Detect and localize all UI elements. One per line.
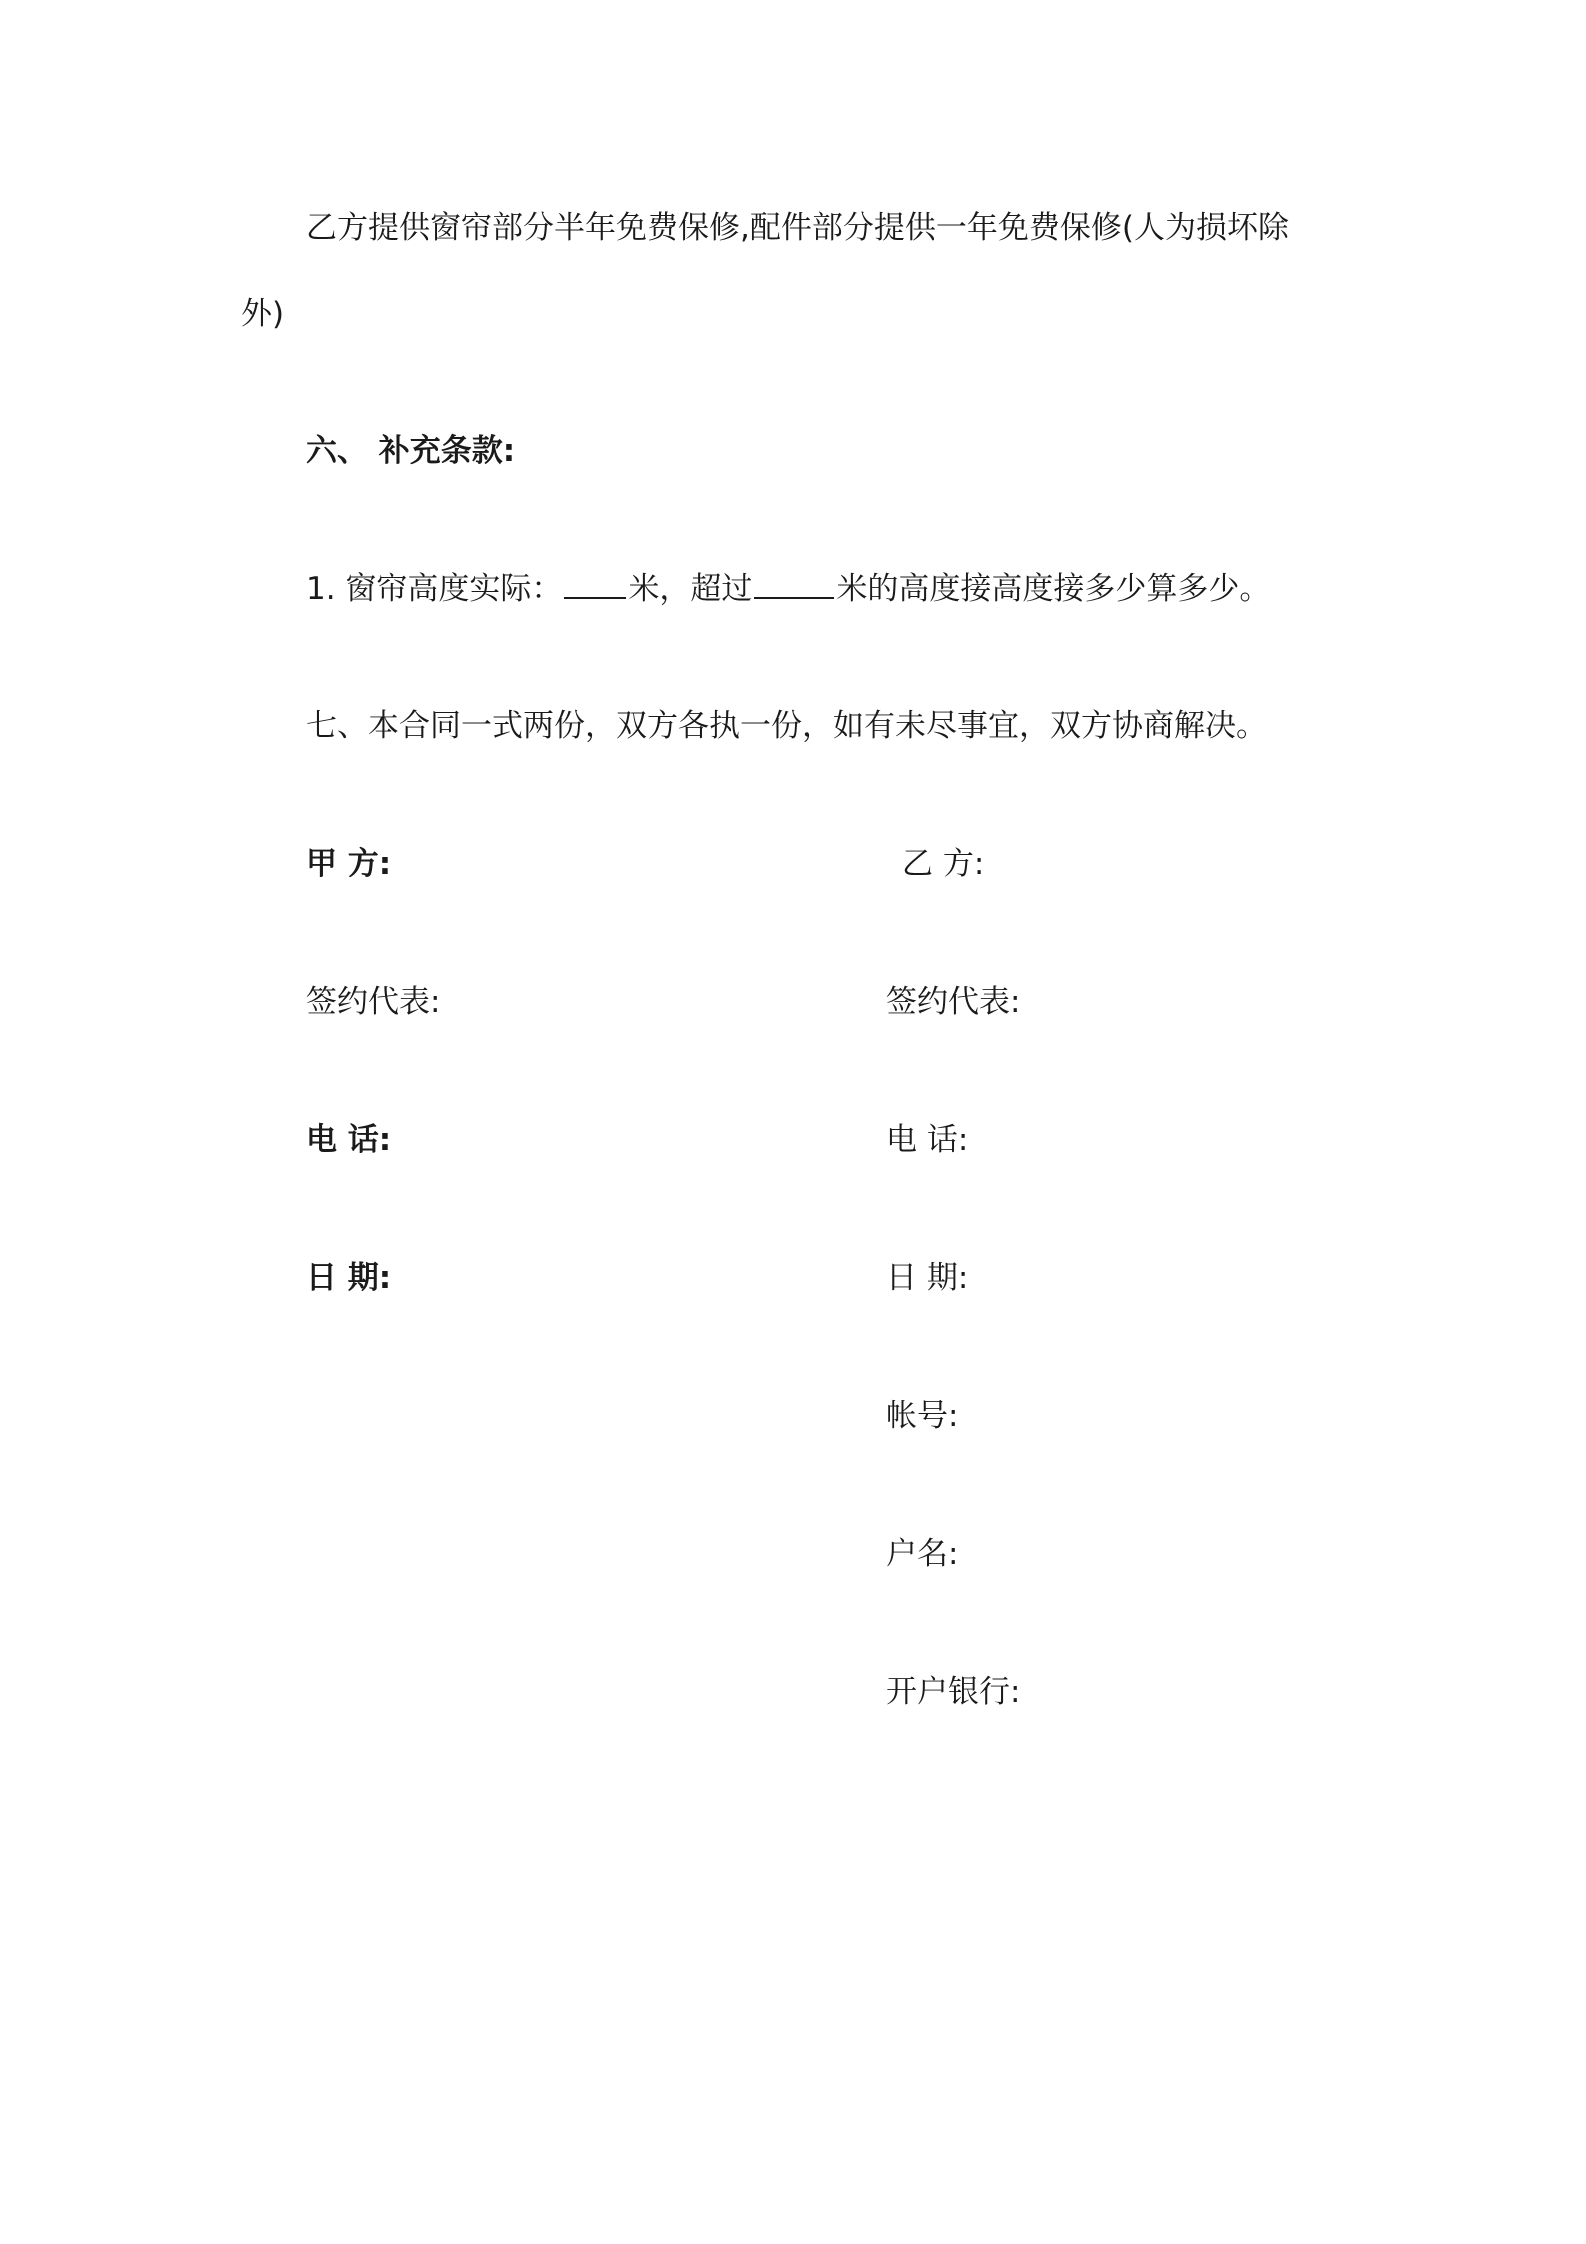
party-b-rep-text: 签约代表: bbox=[886, 984, 1021, 1020]
item1-mid: 米，超过 bbox=[628, 571, 753, 607]
section-6-title-text: 六、 补充条款: bbox=[306, 433, 516, 469]
party-b-name-label bbox=[902, 846, 984, 883]
party-b-name-text: 乙 方: bbox=[902, 846, 985, 882]
height-blank-1[interactable] bbox=[564, 596, 626, 599]
party-b-account-text: 帐号: bbox=[886, 1398, 959, 1434]
party-a-rep-label bbox=[306, 984, 440, 1021]
section-6-item-1 bbox=[306, 571, 1270, 608]
item1-prefix: 1. 窗帘高度实际： bbox=[306, 571, 563, 607]
party-b-phone-text: 电 话: bbox=[886, 1122, 969, 1158]
warranty-text-1: 乙方提供窗帘部分半年免费保修,配件部分提供一年免费保修(人为损坏除 bbox=[306, 210, 1289, 246]
party-a-phone-text: 电 话: bbox=[306, 1122, 392, 1158]
party-a-name-text: 甲 方: bbox=[306, 846, 392, 882]
party-b-bank-label bbox=[886, 1674, 1020, 1711]
party-b-account-name-label bbox=[886, 1536, 958, 1573]
party-b-account-label bbox=[886, 1398, 958, 1435]
height-blank-2[interactable] bbox=[754, 596, 834, 599]
party-a-rep-text: 签约代表: bbox=[306, 984, 441, 1020]
warranty-text-2: 外) bbox=[241, 296, 285, 332]
warranty-line-2 bbox=[241, 296, 284, 333]
section-7 bbox=[306, 708, 1267, 745]
party-a-phone-label bbox=[306, 1122, 391, 1159]
party-a-date-text: 日 期: bbox=[306, 1260, 392, 1296]
party-b-rep-label bbox=[886, 984, 1020, 1021]
party-a-date-label bbox=[306, 1260, 391, 1297]
party-a-name-label bbox=[306, 846, 391, 883]
party-b-bank-text: 开户银行: bbox=[886, 1674, 1021, 1710]
item1-suffix: 米的高度接高度接多少算多少。 bbox=[836, 571, 1271, 607]
party-b-account-name-text: 户名: bbox=[886, 1536, 959, 1572]
party-b-date-label bbox=[886, 1260, 968, 1297]
section-7-text: 七、本合同一式两份，双方各执一份，如有未尽事宜，双方协商解决。 bbox=[306, 708, 1267, 744]
party-b-date-text: 日 期: bbox=[886, 1260, 969, 1296]
warranty-line-1 bbox=[306, 210, 1289, 247]
section-6-title bbox=[306, 433, 515, 470]
party-b-phone-label bbox=[886, 1122, 968, 1159]
